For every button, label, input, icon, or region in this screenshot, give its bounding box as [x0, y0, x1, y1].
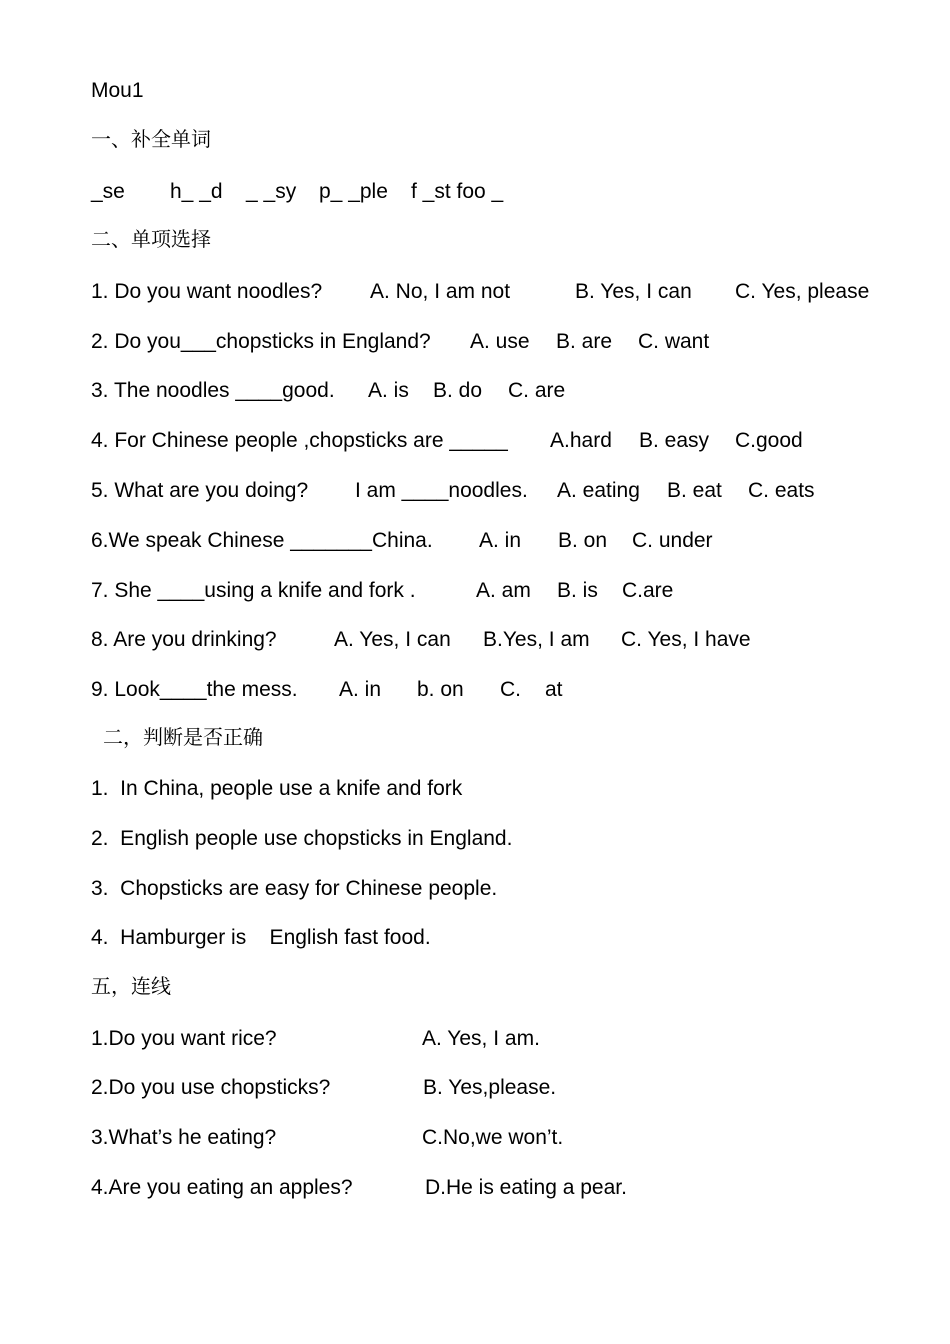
option-b: B. eat	[667, 479, 722, 502]
question-text: 9. Look____the mess.	[91, 678, 298, 701]
word-blank: _ _sy	[246, 180, 297, 203]
matching-row	[0, 1126, 950, 1156]
question-row	[0, 628, 950, 658]
question-row	[0, 529, 950, 559]
question-text: 2. Do you___chopsticks in England?	[91, 330, 431, 353]
question-row	[0, 479, 950, 509]
matching-answer: D.He is eating a pear.	[425, 1176, 627, 1199]
question-row	[0, 379, 950, 409]
option-c: C. under	[632, 529, 713, 552]
option-c: C. eats	[748, 479, 815, 502]
option-b: B. on	[558, 529, 608, 552]
option-a: A. use	[470, 330, 530, 353]
matching-question: 4.Are you eating an apples?	[91, 1176, 353, 1199]
question-text-continued: I am ____noodles.	[355, 479, 528, 502]
matching-answer: B. Yes,please.	[423, 1076, 557, 1099]
word-list	[0, 180, 950, 210]
question-text: 3. The noodles ____good.	[91, 379, 335, 402]
option-b: B. are	[556, 330, 613, 353]
option-a: A. eating	[557, 479, 640, 502]
question-row	[0, 280, 950, 310]
word-blank: h_ _d	[170, 180, 223, 203]
word-blank: f _st foo _	[411, 180, 504, 203]
section-heading-true-false: 二，判断是否正确	[103, 725, 263, 749]
page-title: Mou1	[91, 79, 144, 102]
option-c: C.are	[622, 579, 674, 602]
option-c-text: at	[545, 678, 563, 701]
question-text: 6.We speak Chinese _______China.	[91, 529, 433, 552]
matching-question: 2.Do you use chopsticks?	[91, 1076, 331, 1099]
statement-item: 1. In China, people use a knife and fork	[91, 777, 463, 800]
option-b: B. Yes, I can	[575, 280, 692, 303]
option-a: A. in	[479, 529, 522, 552]
matching-answer: C.No,we won’t.	[422, 1126, 564, 1149]
section-heading-matching: 五，连线	[91, 974, 171, 998]
matching-question: 1.Do you want rice?	[91, 1027, 277, 1050]
option-a: A. in	[339, 678, 382, 701]
statement-item: 4. Hamburger is English fast food.	[91, 926, 431, 949]
option-a: A. No, I am not	[370, 280, 511, 303]
word-blank: p_ _ple	[319, 180, 388, 203]
option-c: C. Yes, I have	[621, 628, 751, 651]
option-a: A. am	[476, 579, 531, 602]
matching-row	[0, 1027, 950, 1057]
question-text: 7. She ____using a knife and fork .	[91, 579, 416, 602]
matching-answer: A. Yes, I am.	[422, 1027, 540, 1050]
option-b: B. is	[557, 579, 598, 602]
statement-item: 3. Chopsticks are easy for Chinese people.	[91, 877, 498, 900]
question-row	[0, 579, 950, 609]
question-text: 1. Do you want noodles?	[91, 280, 323, 303]
option-a: A. is	[368, 379, 409, 402]
option-a: A. Yes, I can	[334, 628, 451, 651]
option-c: C. are	[508, 379, 566, 402]
option-b: B.Yes, I am	[483, 628, 590, 651]
question-row	[0, 429, 950, 459]
option-c: C.good	[735, 429, 803, 452]
matching-row	[0, 1176, 950, 1206]
option-b: B. do	[433, 379, 483, 402]
question-text: 8. Are you drinking?	[91, 628, 277, 651]
matching-question: 3.What’s he eating?	[91, 1126, 277, 1149]
option-a: A.hard	[550, 429, 612, 452]
matching-row	[0, 1076, 950, 1106]
section-heading-fill-words: 一、补全单词	[91, 127, 211, 151]
option-c: C. want	[638, 330, 710, 353]
option-b: B. easy	[639, 429, 710, 452]
question-text: 4. For Chinese people ,chopsticks are _____	[91, 429, 508, 452]
question-row	[0, 678, 950, 708]
word-blank: _se	[91, 180, 125, 203]
statement-item: 2. English people use chopsticks in England.	[91, 827, 513, 850]
question-text: 5. What are you doing?	[91, 479, 309, 502]
option-c: C.	[500, 678, 521, 701]
option-b: b. on	[417, 678, 464, 701]
question-row	[0, 330, 950, 360]
option-c: C. Yes, please	[735, 280, 870, 303]
section-heading-multiple-choice: 二、单项选择	[91, 227, 211, 251]
